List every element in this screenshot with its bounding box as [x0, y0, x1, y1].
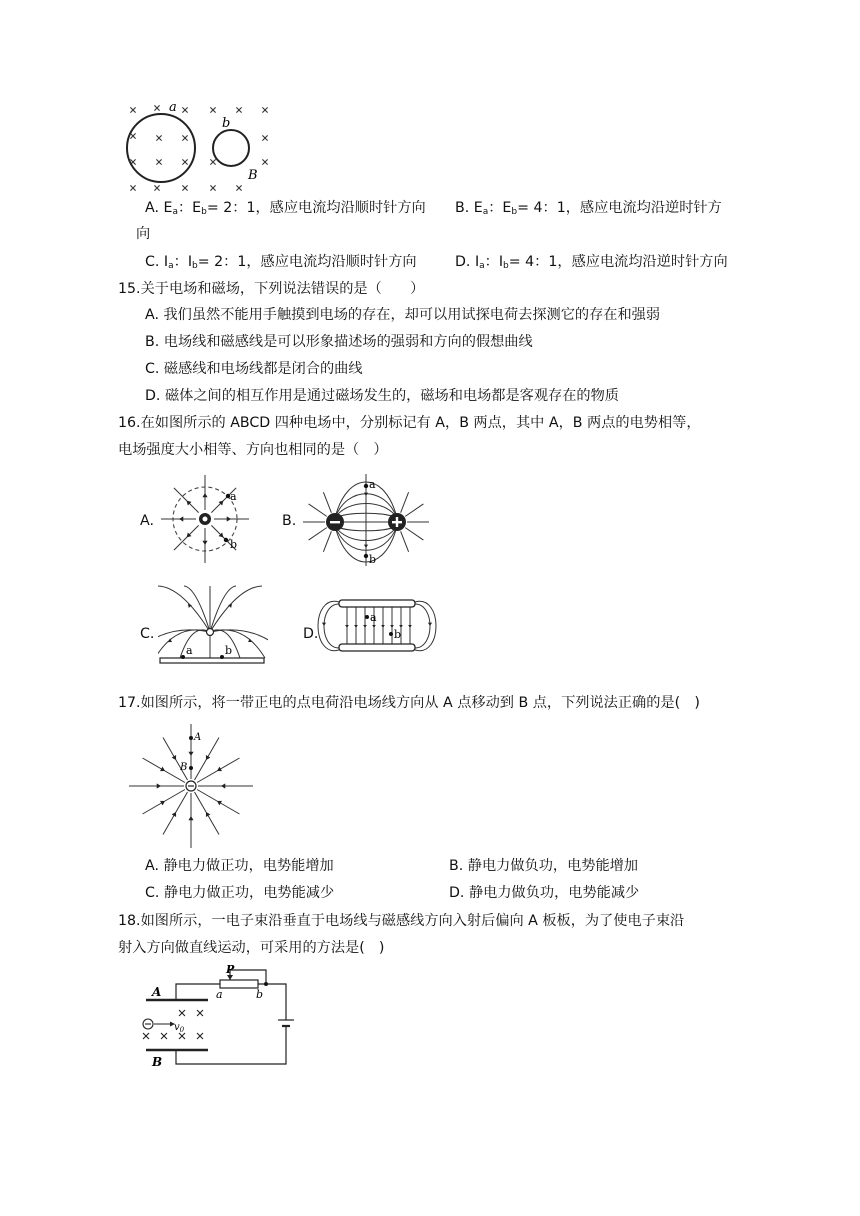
point-b: b [394, 628, 402, 641]
q16-figure-d [317, 584, 437, 674]
q18-stem-line2: 射入方向做直线运动，可采用的方法是( ) [118, 940, 385, 956]
bottom-plate [339, 644, 415, 651]
label-P: P [226, 963, 235, 976]
q16-label-d: D. [303, 626, 319, 642]
q14-option-b: B. $E_a$：$E_b= 4$：1，感应电流均沿逆时针方 [455, 200, 722, 217]
q15-stem: 15.关于电场和磁场，下列说法错误的是（ ） [118, 281, 425, 297]
q14-figure [125, 100, 275, 196]
top-plate [339, 600, 415, 607]
q15-option-d: D. 磁体之间的相互作用是通过磁场发生的，磁场和电场都是客观存在的物质 [145, 388, 619, 404]
q17-option-d: D. 静电力做负功，电势能减少 [449, 885, 640, 901]
q15-option-a: A. 我们虽然不能用手触摸到电场的存在，却可以用试探电荷去探测它的存在和强弱 [145, 307, 661, 323]
q16-label-b: B. [282, 513, 297, 529]
label-B: B [248, 168, 258, 183]
point-a: a [370, 611, 377, 624]
q16-stem-line1: 16.在如图所示的 ABCD 四种电场中，分别标记有 A，B 两点，其中 A，B 两点的电势相等， [118, 415, 701, 431]
point-b: b [369, 553, 377, 566]
label-a: a [169, 100, 177, 115]
q17-stem: 17.如图所示，将一带正电的点电荷沿电场线方向从 A 点移动到 B 点，下列说法正确的是( ) [118, 695, 700, 711]
point-B: B [180, 762, 188, 773]
point-a: a [186, 644, 193, 657]
label-b: b [256, 988, 264, 1001]
q16-figure-a [160, 474, 250, 564]
q14-option-a: A. $E_a$：$E_b= 2$：1，感应电流均沿顺时针方向 [145, 200, 426, 217]
coil-a [127, 114, 195, 182]
point-A: A [194, 732, 202, 743]
q17-option-a: A. 静电力做正功，电势能增加 [145, 858, 334, 874]
rheostat [220, 980, 258, 988]
charged-plate [160, 658, 264, 663]
coil-b [213, 130, 249, 166]
q16-label-a: A. [140, 513, 154, 529]
q16-stem-line2: 电场强度大小相等、方向也相同的是（ ） [118, 442, 388, 458]
point-b: b [230, 538, 238, 551]
q17-option-b: B. 静电力做负功，电势能增加 [449, 858, 639, 874]
point-a: a [230, 490, 237, 503]
point-a: a [369, 478, 376, 491]
label-v0: $v_0$ [174, 1022, 185, 1034]
q18-figure [136, 962, 296, 1070]
q14-option-d: D. $I_a$：$I_b= 4$：1，感应电流均沿逆时针方向 [455, 254, 728, 271]
label-B: B [152, 1055, 163, 1069]
q14-option-b-wrap: 向 [136, 226, 151, 242]
label-a: a [216, 988, 223, 1001]
label-A: A [152, 985, 162, 999]
point-b: b [225, 644, 233, 657]
q18-stem-line1: 18.如图所示，一电子束沿垂直于电场线与磁感线方向入射后偏向 A 板板，为了使电子束沿 [118, 913, 685, 929]
q17-option-c: C. 静电力做正功，电势能减少 [145, 885, 335, 901]
q16-figure-b [297, 472, 437, 568]
q15-option-b: B. 电场线和磁感线是可以形象描述场的强弱和方向的假想曲线 [145, 334, 533, 350]
q17-figure [128, 723, 262, 849]
label-b: b [222, 116, 231, 131]
q14-option-c: C. $I_a$：$I_b= 2$：1，感应电流均沿顺时针方向 [145, 254, 417, 271]
q16-label-c: C. [140, 626, 155, 642]
q16-figure-c [158, 582, 268, 677]
q15-option-c: C. 磁感线和电场线都是闭合的曲线 [145, 361, 363, 377]
